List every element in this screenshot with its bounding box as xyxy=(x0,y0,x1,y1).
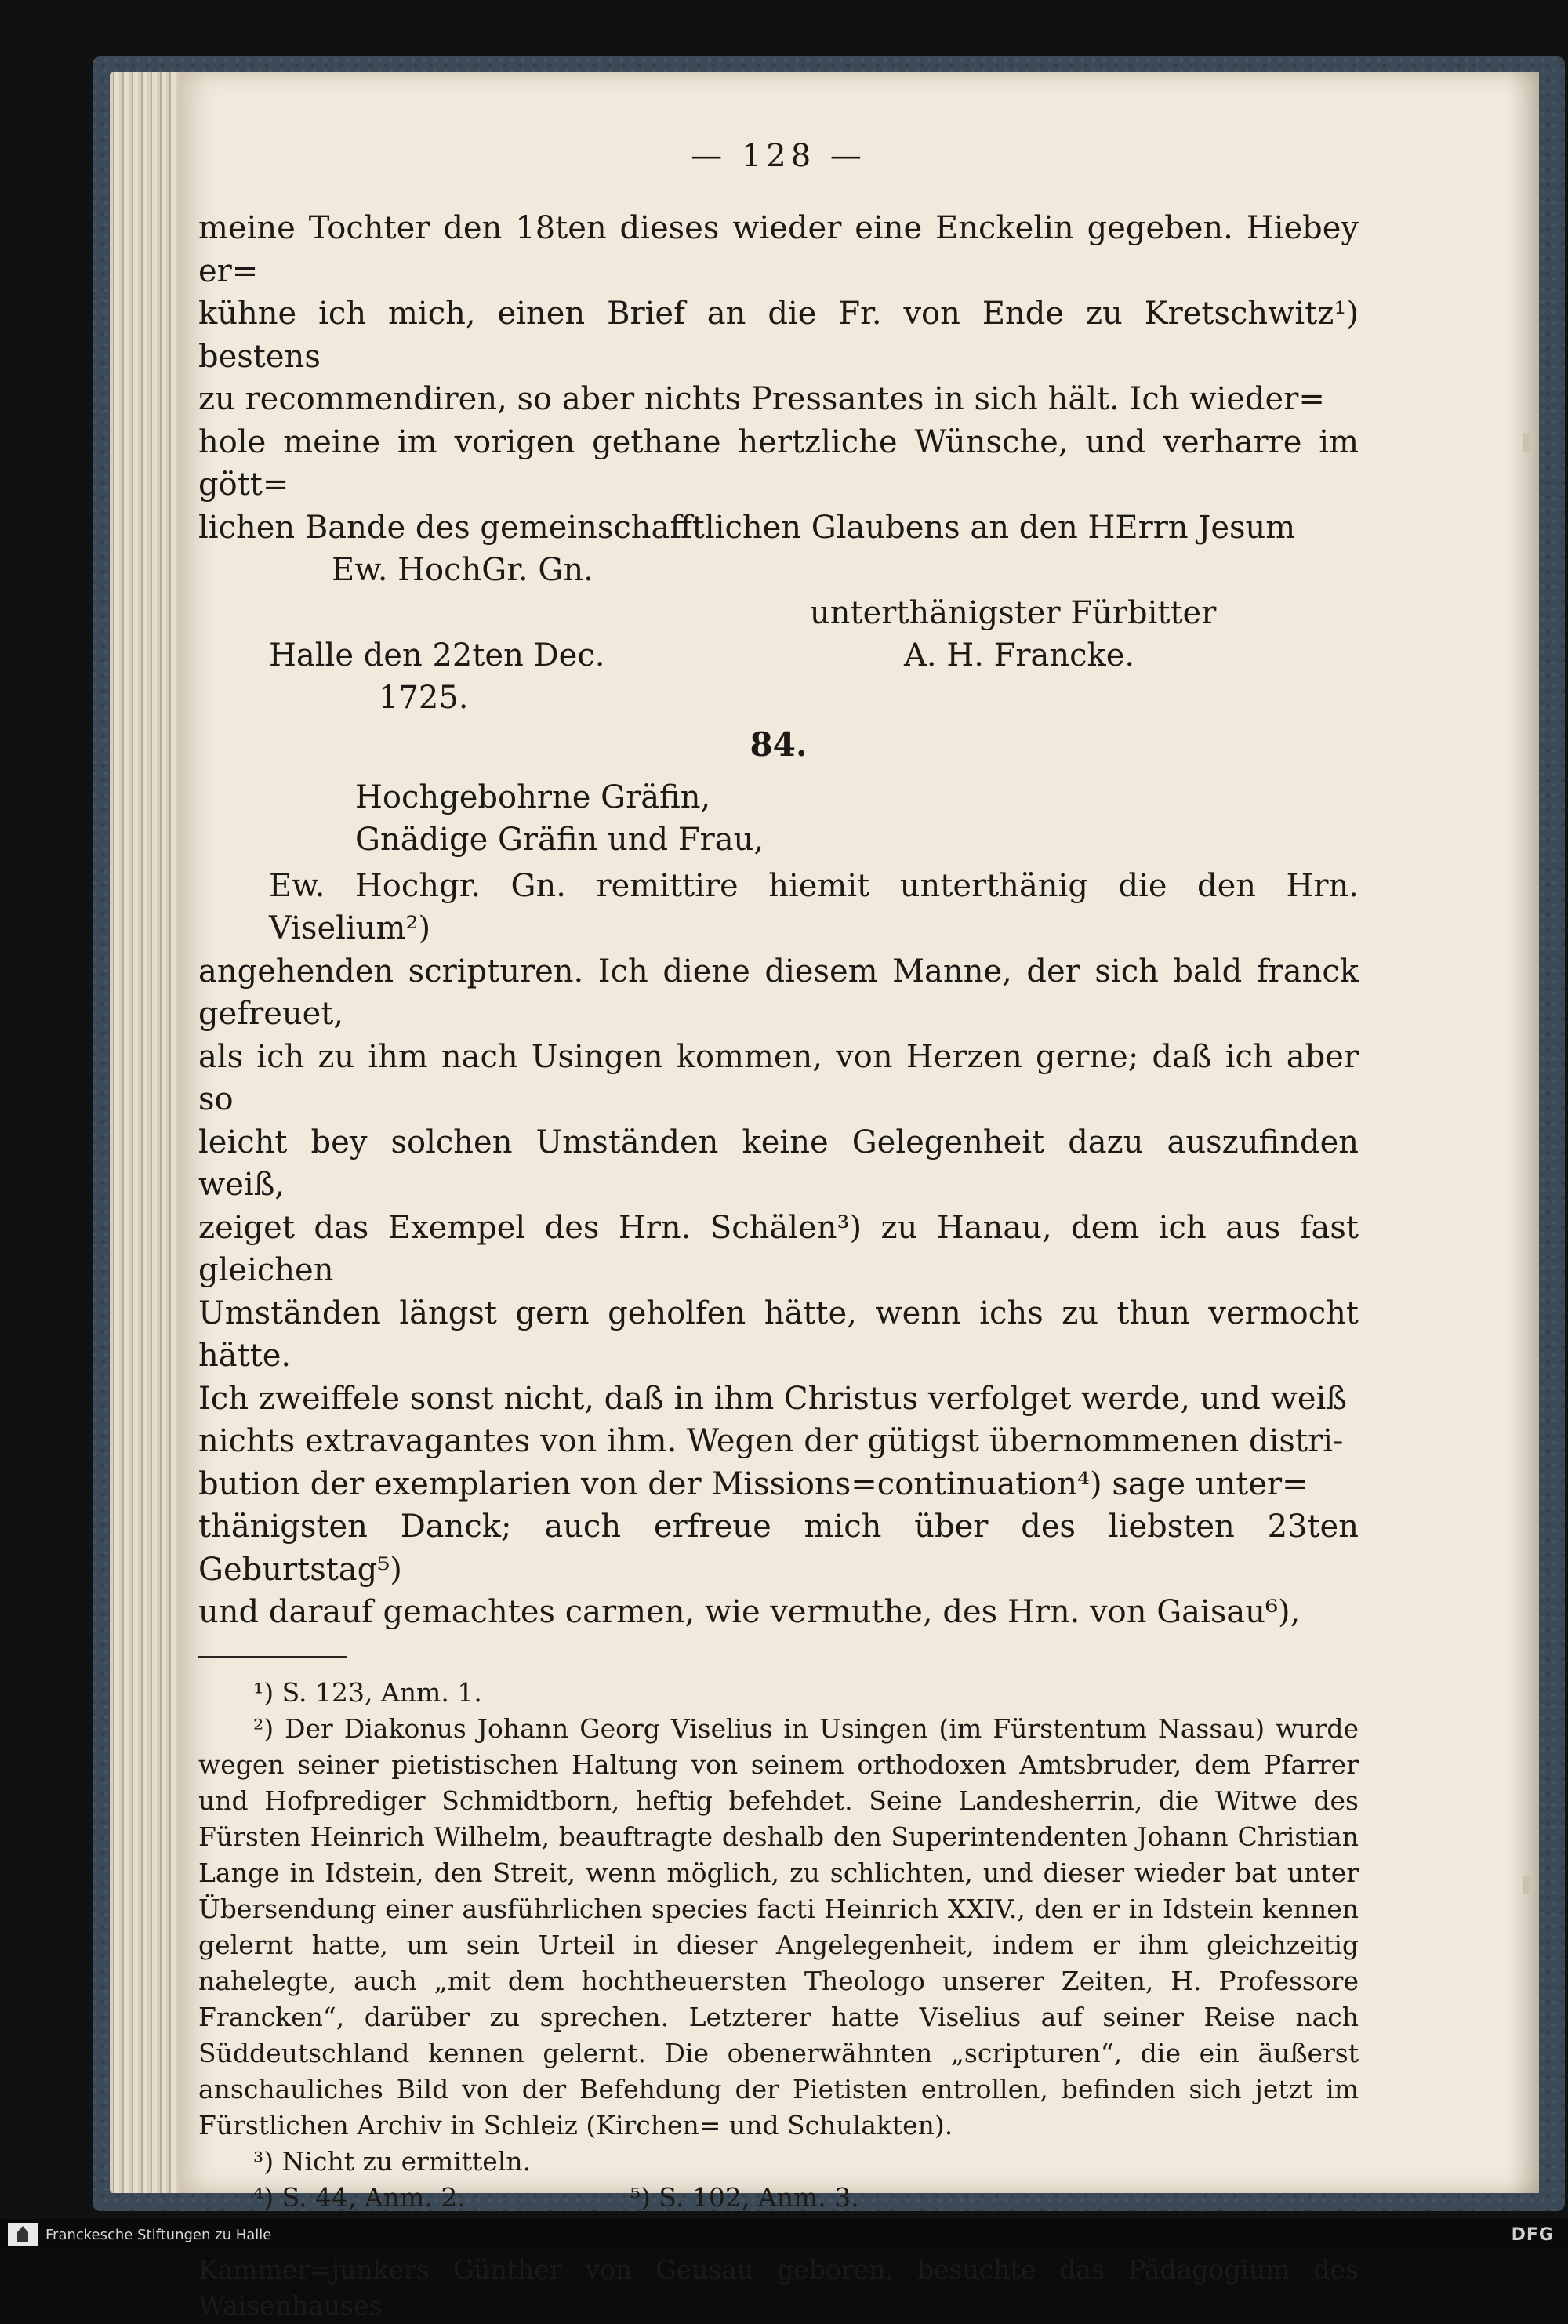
sign-place: Halle den 22ten Dec. xyxy=(269,637,605,674)
text-line: Ich zweiffele sonst nicht, daß in ihm Christus verfolget werde, und weiß xyxy=(198,1380,1348,1417)
letter-83-ending xyxy=(198,207,1359,592)
page-number: — 128 — xyxy=(691,138,866,174)
signature-block xyxy=(198,592,1359,721)
text-line: meine Tochter den 18ten dieses wieder eine Enckelin gegeben. Hiebey er= xyxy=(198,210,1359,289)
text-line: leicht bey solchen Umständen keine Gelegenheit dazu auszufinden weiß, xyxy=(198,1124,1359,1203)
text-line: zeiget das Exempel des Hrn. Schälen³) zu Hanau, dem ich aus fast gleichen xyxy=(198,1209,1359,1288)
letter-number: 84. xyxy=(750,724,808,764)
footnote: ³) Nicht zu ermitteln. xyxy=(253,2145,532,2177)
text-line: hole meine im vorigen gethane hertzliche Wünsche, und verharre im gött= xyxy=(198,423,1359,503)
text-line: thänigsten Danck; auch erfreue mich über des liebsten 23ten Geburtstag⁵) xyxy=(198,1509,1359,1588)
sign-title: unterthänigster Fürbitter xyxy=(810,594,1217,631)
text-line: als ich zu ihm nach Usingen kommen, von Herzen gerne; daß ich aber so xyxy=(198,1038,1359,1117)
text-line: und darauf gemachtes carmen, wie vermuthe, des Hrn. von Gaisau⁶), xyxy=(198,1594,1301,1630)
text-line: lichen Bande des gemeinschafftlichen Glaubens an den HErrn Jesum xyxy=(198,509,1296,546)
addressee xyxy=(198,776,1359,862)
footnote-row xyxy=(198,2180,1359,2216)
spine-shadow xyxy=(1508,72,1539,2193)
addressee-line: Hochgebohrne Gräfin, xyxy=(355,779,711,815)
page-tab xyxy=(1523,1876,1530,1894)
letter-84-body xyxy=(198,865,1359,1634)
text-line: kühne ich mich, einen Brief an die Fr. von Ende zu Kretschwitz¹) bestens xyxy=(198,296,1359,375)
footer-bar xyxy=(0,2219,1568,2250)
page-content xyxy=(198,138,1359,2324)
salutation: Ew. HochGr. Gn. xyxy=(332,552,593,588)
text-line: zu recommendiren, so aber nichts Pressantes in sich hält. Ich wieder= xyxy=(198,381,1325,417)
footnote: ²) Der Diakonus Johann Georg Viselius in Usingen (im Fürstentum Nassau) wurde wegen seiner pietistischen Haltung von seinem orthodoxen Amtsbruder, dem Pfarrer und Hofprediger Schmidtborn, heftig befehdet. Seine Landesherrin, die Witwe des Fürsten Heinrich Wilhelm, beauftragte deshalb den Superintendenten Johann Christian Lange in Idstein, den Streit, wenn möglich, zu schlichten, und dieser wieder bat unter Übersendung einer ausführlichen species facti Heinrich XXIV., den er in Idstein kennen gelernt hatte, um sein Urteil in dieser Angelegenheit, indem er ihm gleichzeitig nahelegte, auch „mit dem hochtheuersten Theologo unserer Zeiten, H. Professore Francken“, darüber zu sprechen. Letzterer hatte Viselius auf seiner Reise nach Süddeutschland kennen gelernt. Die obenerwähnten „scripturen“, die ein äußerst anschauliches Bild von der Befehdung der Pietisten entrollen, befinden sich jetzt im Fürstlichen Archiv in Schleiz (Kirchen= und Schulakten). xyxy=(198,1712,1359,2141)
footer-left xyxy=(0,2223,271,2246)
text-line: Ew. Hochgr. Gn. remittire hiemit unterthänig die den Hrn. Viselium²) xyxy=(269,867,1359,946)
footnote-separator xyxy=(198,1656,347,1658)
footnote: ¹) S. 123, Anm. 1. xyxy=(253,1676,482,1708)
dfg-logo: DFG xyxy=(1511,2224,1554,2245)
page-tab xyxy=(1523,433,1530,452)
addressee-line: Gnädige Gräfin und Frau, xyxy=(355,822,764,858)
text-line: nichts extravagantes von ihm. Wegen der gütigst übernommenen distri- xyxy=(198,1423,1344,1459)
sign-year: 1725. xyxy=(379,679,469,716)
footnote: Kammer=junkers Günther von Geusau geboren, besuchte das Pädagogium des Waisenhauses xyxy=(198,2253,1359,2321)
text-line: bution der exemplarien von der Missions=continuation⁴) sage unter= xyxy=(198,1465,1308,1502)
institution-logo-icon xyxy=(8,2223,38,2246)
institution-name: Franckesche Stiftungen zu Halle xyxy=(45,2226,272,2243)
footnote: ⁴) S. 44, Anm. 2. xyxy=(253,2181,466,2213)
text-line: Umständen längst gern geholfen hätte, wenn ichs zu thun vermocht hätte. xyxy=(198,1295,1359,1374)
footnote: ⁵) S. 102, Anm. 3. xyxy=(630,2181,859,2213)
text-line: angehenden scripturen. Ich diene diesem Manne, der sich bald franck gefreuet, xyxy=(198,953,1359,1032)
sign-name: A. H. Francke. xyxy=(904,637,1135,674)
